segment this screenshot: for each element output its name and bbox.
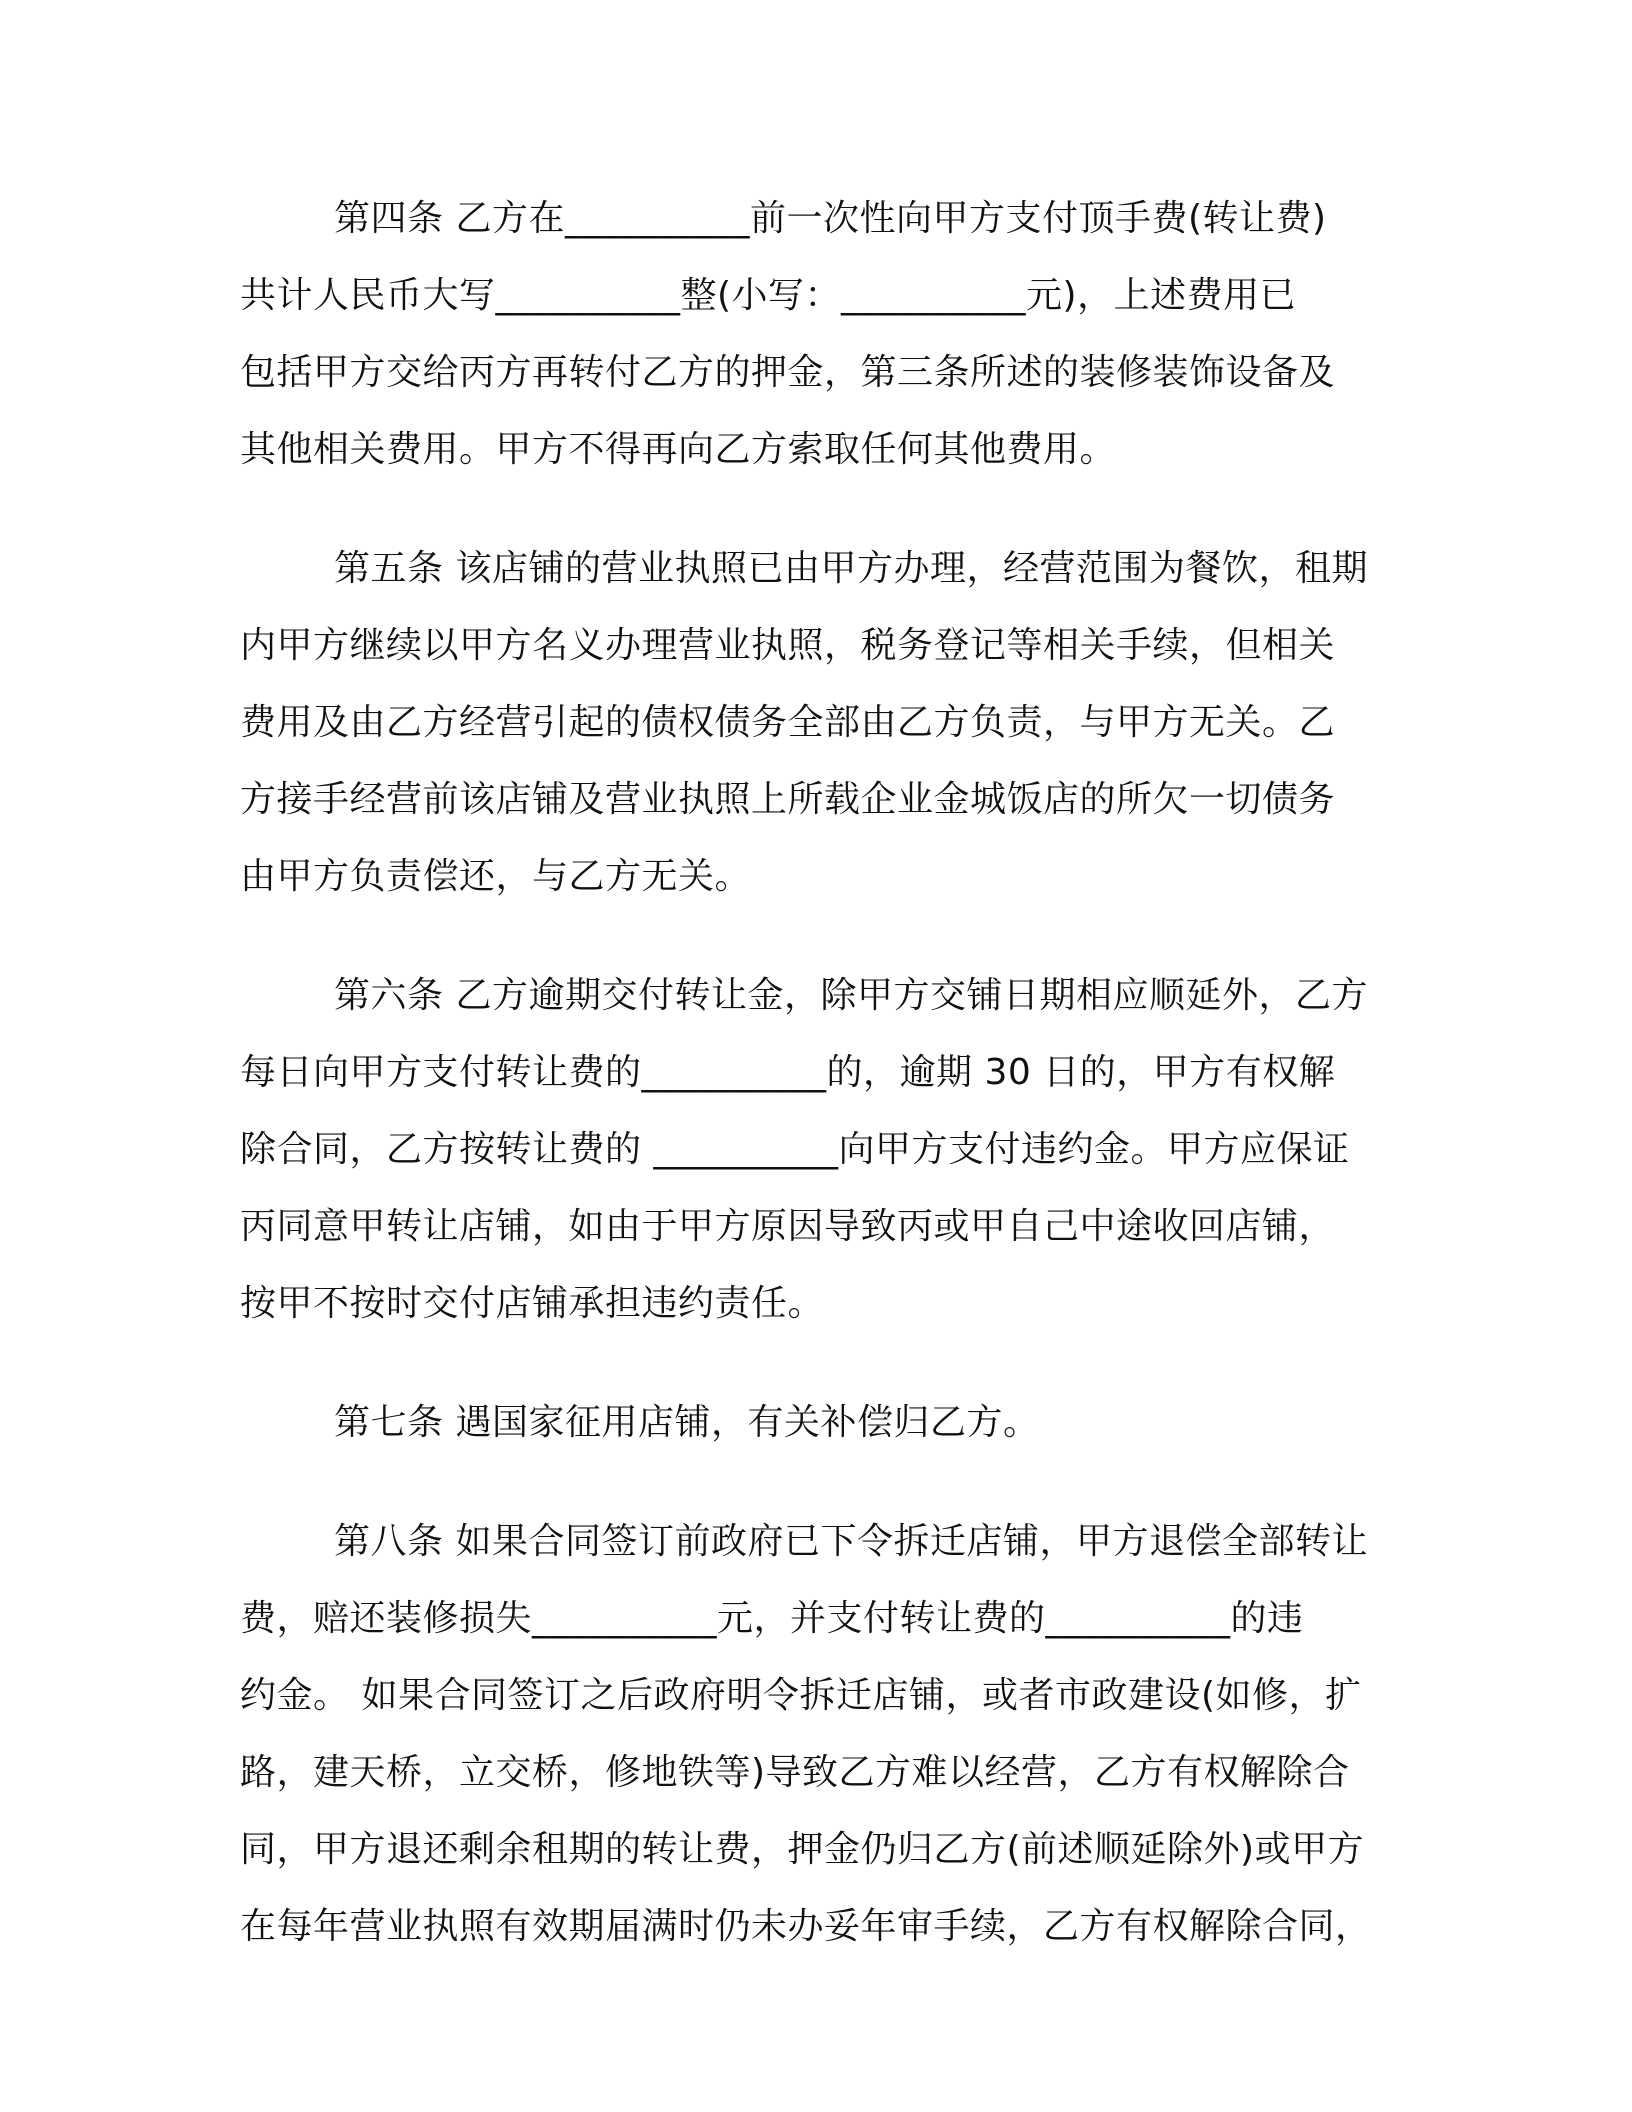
text-line: 第八条 如果合同签订前政府已下令拆迁店铺，甲方退偿全部转让 <box>334 1521 1368 1562</box>
text-line: 路，建天桥，立交桥，修地铁等)导致乙方难以经营，乙方有权解除合 <box>240 1752 1350 1793</box>
text-line: 第六条 乙方逾期交付转让金，除甲方交铺日期相应顺延外，乙方 <box>334 975 1368 1016</box>
text-line: 由甲方负责偿还，与乙方无关。 <box>240 856 752 897</box>
document-body <box>240 180 1390 2007</box>
text-line: 共计人民币大写__________整(小写：__________元)，上述费用已 <box>240 275 1297 316</box>
text-line: 方接手经营前该店铺及营业执照上所载企业金城饭店的所欠一切债务 <box>240 779 1336 820</box>
article-7-paragraph <box>240 1384 1390 1461</box>
text-line: 费，赔还装修损失__________元，并支付转让费的__________的违 <box>240 1598 1304 1639</box>
article-6-paragraph <box>240 957 1390 1342</box>
text-line: 包括甲方交给丙方再转付乙方的押金，第三条所述的装修装饰设备及 <box>240 352 1336 393</box>
text-line: 除合同，乙方按转让费的 __________向甲方支付违约金。甲方应保证 <box>240 1129 1350 1170</box>
text-line: 按甲不按时交付店铺承担违约责任。 <box>240 1283 825 1324</box>
text-line: 内甲方继续以甲方名义办理营业执照，税务登记等相关手续，但相关 <box>240 625 1336 666</box>
text-line: 同，甲方退还剩余租期的转让费，押金仍归乙方(前述顺延除外)或甲方 <box>240 1829 1365 1870</box>
text-line: 第七条 遇国家征用店铺，有关补偿归乙方。 <box>334 1402 1040 1443</box>
text-line: 每日向甲方支付转让费的__________的，逾期 30 日的，甲方有权解 <box>240 1052 1336 1093</box>
article-8-paragraph <box>240 1503 1390 1965</box>
article-4-paragraph <box>240 180 1390 488</box>
text-line: 第五条 该店铺的营业执照已由甲方办理，经营范围为餐饮，租期 <box>334 548 1368 589</box>
text-line: 其他相关费用。甲方不得再向乙方索取任何其他费用。 <box>240 429 1117 470</box>
text-line: 费用及由乙方经营引起的债权债务全部由乙方负责，与甲方无关。乙 <box>240 702 1336 743</box>
article-5-paragraph <box>240 530 1390 915</box>
text-line: 约金。 如果合同签订之后政府明令拆迁店铺，或者市政建设(如修，扩 <box>240 1675 1362 1716</box>
text-line: 第四条 乙方在__________前一次性向甲方支付顶手费(转让费) <box>334 198 1327 239</box>
text-line: 在每年营业执照有效期届满时仍未办妥年审手续，乙方有权解除合同， <box>240 1906 1372 1947</box>
text-line: 丙同意甲转让店铺，如由于甲方原因导致丙或甲自己中途收回店铺， <box>240 1206 1336 1247</box>
